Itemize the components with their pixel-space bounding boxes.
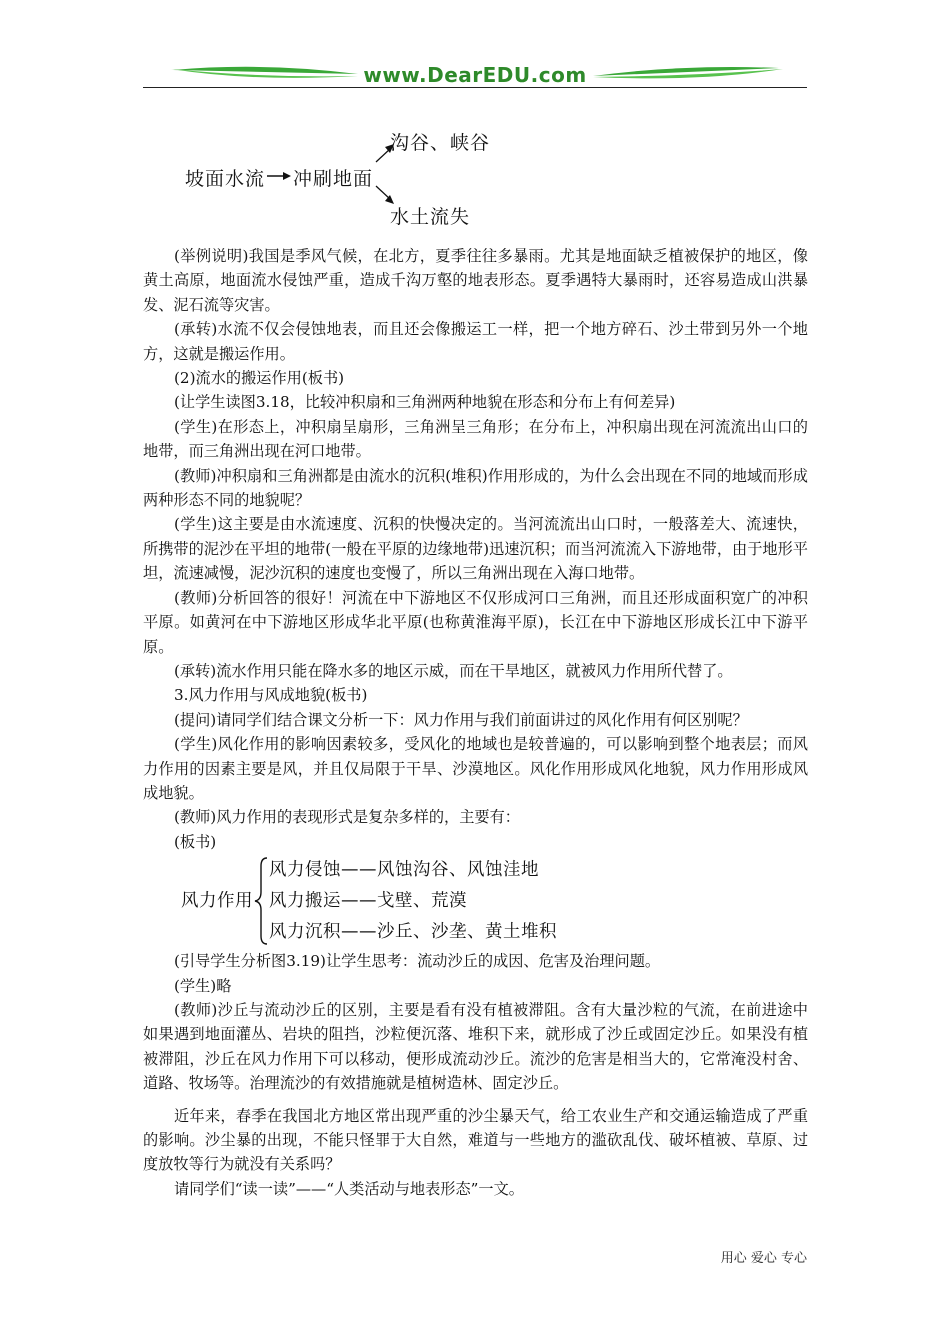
paragraph: (学生)风化作用的影响因素较多，受风化的地域也是较普遍的，可以影响到整个地表层；而风力作用的因素主要是风，并且仅局限于干旱、沙漠地区。风化作用形成风化地貌，风力作用形成风成地貌。 bbox=[143, 735, 808, 802]
paragraph: 近年来，春季在我国北方地区常出现严重的沙尘暴天气，给工农业生产和交通运输造成了严重的影响。沙尘暴的出现，不能只怪罪于大自然，难道与一些地方的滥砍乱伐、破坏植被、草原、过度放牧等行为就没有关系吗？ bbox=[143, 1106, 808, 1174]
paragraph: (举例说明)我国是季风气候，在北方，夏季往往多暴雨。尤其是地面缺乏植被保护的地区，像黄土高原，地面流水侵蚀严重，造成千沟万壑的地表形态。夏季遇特大暴雨时，还容易造成山洪暴发、泥石流等灾害。 bbox=[143, 247, 808, 314]
document-body bbox=[143, 244, 808, 1201]
diagram-result-top: 沟谷、峡谷 bbox=[390, 132, 491, 154]
paragraph: (承转)流水作用只能在降水多的地区示威，而在干旱地区，就被风力作用所代替了。 bbox=[174, 661, 733, 680]
diagram-result-bottom: 水土流失 bbox=[390, 206, 471, 228]
diagram-root-text: 风力作用 bbox=[181, 891, 253, 912]
wind-action-diagram bbox=[143, 854, 808, 949]
section-heading: 3.风力作用与风成地貌(板书) bbox=[174, 686, 368, 705]
erosion-flow-diagram bbox=[143, 120, 543, 230]
paragraph: (引导学生分析图3.19)让学生思考：流动沙丘的成因、危害及治理问题。 bbox=[174, 952, 661, 971]
diagram-branch-transport: 风力搬运——戈壁、荒漠 bbox=[269, 891, 467, 912]
diagram-action-text: 冲刷地面 bbox=[293, 168, 374, 190]
site-url-logo-text: www.DearEDU.com bbox=[363, 63, 587, 87]
section-heading: (2)流水的搬运作用(板书) bbox=[174, 369, 345, 388]
paragraph: (学生)这主要是由水流速度、沉积的快慢决定的。当河流流出山口时，一般落差大、流速快，所携带的泥沙在平坦的地带(一般在平原的边缘地带)迅速沉积；而当河流流入下游地带，由于地形平坦，流速减慢，泥沙沉积的速度也变慢了，所以三角洲出现在入海口地带。 bbox=[143, 515, 808, 583]
paragraph: (教师)冲积扇和三角洲都是由流水的沉积(堆积)作用形成的，为什么会出现在不同的地域而形成两种形态不同的地貌呢？ bbox=[143, 466, 808, 510]
arrow-right-icon bbox=[283, 172, 291, 180]
paragraph: (承转)水流不仅会侵蚀地表，而且还会像搬运工一样，把一个地方碎石、沙土带到另外一个地方，这就是搬运作用。 bbox=[143, 320, 808, 363]
paragraph: (提问)请同学们结合课文分析一下：风力作用与我们前面讲过的风化作用有何区别呢？ bbox=[174, 710, 748, 729]
paragraph: (教师)沙丘与流动沙丘的区别，主要是看有没有植被滞阻。含有大量沙粒的气流，在前进途中如果遇到地面灌丛、岩块的阻挡，沙粒便沉落、堆积下来，就形成了沙丘或固定沙丘。如果没有植被滞阻，沙丘在风力作用下可以移动，便形成流动沙丘。流沙的危害是相当大的，它常淹没村舍、道路、牧场等。治理流沙的有效措施就是植树造林、固定沙丘。 bbox=[143, 1000, 808, 1093]
diagram-source-text: 坡面水流 bbox=[185, 168, 266, 190]
paragraph: (学生)略 bbox=[174, 976, 232, 995]
paragraph: (板书) bbox=[174, 832, 217, 851]
paragraph: (教师)分析回答的很好！河流在中下游地区不仅形成河口三角洲，而且还形成面积宽广的冲积平原。如黄河在中下游地区形成华北平原(也称黄淮海平原)，长江在中下游地区形成长江中下游平原。 bbox=[143, 588, 808, 656]
diagram-branch-deposition: 风力沉积——沙丘、沙垄、黄土堆积 bbox=[269, 922, 557, 943]
diagram-branch-erosion: 风力侵蚀——风蚀沟谷、风蚀洼地 bbox=[269, 860, 539, 881]
paragraph: (教师)风力作用的表现形式是复杂多样的，主要有： bbox=[174, 808, 520, 827]
header-divider bbox=[143, 87, 807, 88]
paragraph: 请同学们“读一读”——“人类活动与地表形态”一文。 bbox=[174, 1179, 524, 1198]
paragraph: (让学生读图3.18，比较冲积扇和三角洲两种地貌在形态和分布上有何差异) bbox=[174, 393, 676, 412]
paragraph: (学生)在形态上，冲积扇呈扇形，三角洲呈三角形；在分布上，冲积扇出现在河流流出山口的地带，而三角洲出现在河口地带。 bbox=[143, 417, 808, 461]
footer-motto: 用心 爱心 专心 bbox=[720, 1251, 807, 1266]
